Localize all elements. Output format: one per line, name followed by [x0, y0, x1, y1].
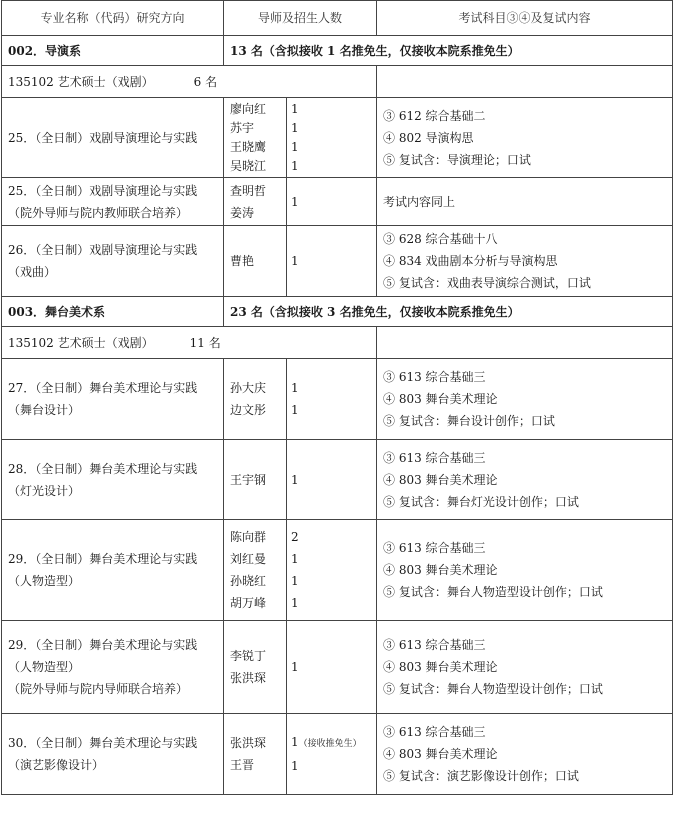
department-name: 003．舞台美术系: [2, 297, 224, 327]
count-cell: 1: [287, 178, 377, 226]
program-cell: [2, 66, 377, 98]
program-count: 6 名: [193, 74, 218, 89]
advisors-cell: 孙大庆 边文彤: [224, 359, 287, 440]
exam-cell: ③ 613 综合基础三 ④ 803 舞台美术理论 ⑤ 复试含：演艺影像设计创作；口试: [377, 714, 673, 795]
header-exams: 考试科目③④及复试内容: [377, 1, 673, 36]
program-empty: [377, 66, 673, 98]
direction-cell: 29．（全日制）舞台美术理论与实践 （人物造型）: [2, 520, 224, 621]
table-row: [2, 226, 673, 297]
exam-cell: 考试内容同上: [377, 178, 673, 226]
count-cell: 1: [287, 621, 377, 714]
count-cell: 2 1 1 1: [287, 520, 377, 621]
exam-cell: ③ 628 综合基础十八 ④ 834 戏曲剧本分析与导演构思 ⑤ 复试含：戏曲表导演综合测试，口试: [377, 226, 673, 297]
direction-cell: 27．（全日制）舞台美术理论与实践 （舞台设计）: [2, 359, 224, 440]
table-row: [2, 440, 673, 520]
program-count: 11 名: [189, 335, 221, 350]
header-row: [2, 1, 673, 36]
table-row: [2, 621, 673, 714]
table-row: [2, 178, 673, 226]
program-row: [2, 327, 673, 359]
direction-cell: 29．（全日制）舞台美术理论与实践 （人物造型） （院外导师与院内导师联合培养）: [2, 621, 224, 714]
table-row: [2, 359, 673, 440]
direction-cell: 28．（全日制）舞台美术理论与实践 （灯光设计）: [2, 440, 224, 520]
count-cell: 1（接收推免生） 1: [287, 714, 377, 795]
program-cell: [2, 327, 377, 359]
table-row: [2, 98, 673, 178]
exam-cell: ③ 613 综合基础三 ④ 803 舞台美术理论 ⑤ 复试含：舞台人物造型设计创作；口试: [377, 621, 673, 714]
header-direction: 专业名称（代码）研究方向: [2, 1, 224, 36]
advisors-cell: 廖向红 苏宇 王晓鹰 吴晓江: [224, 98, 287, 178]
program-name: 135102 艺术硕士（戏剧）: [8, 335, 154, 350]
program-empty: [377, 327, 673, 359]
table-row: [2, 520, 673, 621]
department-name: 002．导演系: [2, 36, 224, 66]
advisors-cell: 王宇钢: [224, 440, 287, 520]
department-row: [2, 297, 673, 327]
advisors-cell: 陈向群 刘红曼 孙晓红 胡万峰: [224, 520, 287, 621]
department-quota: 23 名（含拟接收 3 名推免生，仅接收本院系推免生）: [224, 297, 673, 327]
count-cell: 1 1 1 1: [287, 98, 377, 178]
direction-cell: 25．（全日制）戏剧导演理论与实践 （院外导师与院内教师联合培养）: [2, 178, 224, 226]
count-cell: 1: [287, 440, 377, 520]
count-note: （接收推免生）: [298, 739, 362, 749]
exam-cell: ③ 613 综合基础三 ④ 803 舞台美术理论 ⑤ 复试含：舞台人物造型设计创作；口试: [377, 520, 673, 621]
admissions-table: [1, 0, 673, 795]
program-row: [2, 66, 673, 98]
advisors-cell: 李锐丁 张洪琛: [224, 621, 287, 714]
program-name: 135102 艺术硕士（戏剧）: [8, 74, 154, 89]
header-advisors: 导师及招生人数: [224, 1, 377, 36]
exam-cell: ③ 612 综合基础二 ④ 802 导演构思 ⑤ 复试含：导演理论；口试: [377, 98, 673, 178]
count-cell: 1 1: [287, 359, 377, 440]
department-quota: 13 名（含拟接收 1 名推免生，仅接收本院系推免生）: [224, 36, 673, 66]
count-cell: 1: [287, 226, 377, 297]
advisors-cell: 张洪琛 王晋: [224, 714, 287, 795]
advisors-cell: 曹艳: [224, 226, 287, 297]
exam-cell: ③ 613 综合基础三 ④ 803 舞台美术理论 ⑤ 复试含：舞台灯光设计创作；口试: [377, 440, 673, 520]
direction-cell: 26．（全日制）戏剧导演理论与实践 （戏曲）: [2, 226, 224, 297]
advisors-cell: 查明哲 姜涛: [224, 178, 287, 226]
direction-cell: 25．（全日制）戏剧导演理论与实践: [2, 98, 224, 178]
exam-cell: ③ 613 综合基础三 ④ 803 舞台美术理论 ⑤ 复试含：舞台设计创作；口试: [377, 359, 673, 440]
table-row: [2, 714, 673, 795]
direction-cell: 30．（全日制）舞台美术理论与实践 （演艺影像设计）: [2, 714, 224, 795]
department-row: [2, 36, 673, 66]
